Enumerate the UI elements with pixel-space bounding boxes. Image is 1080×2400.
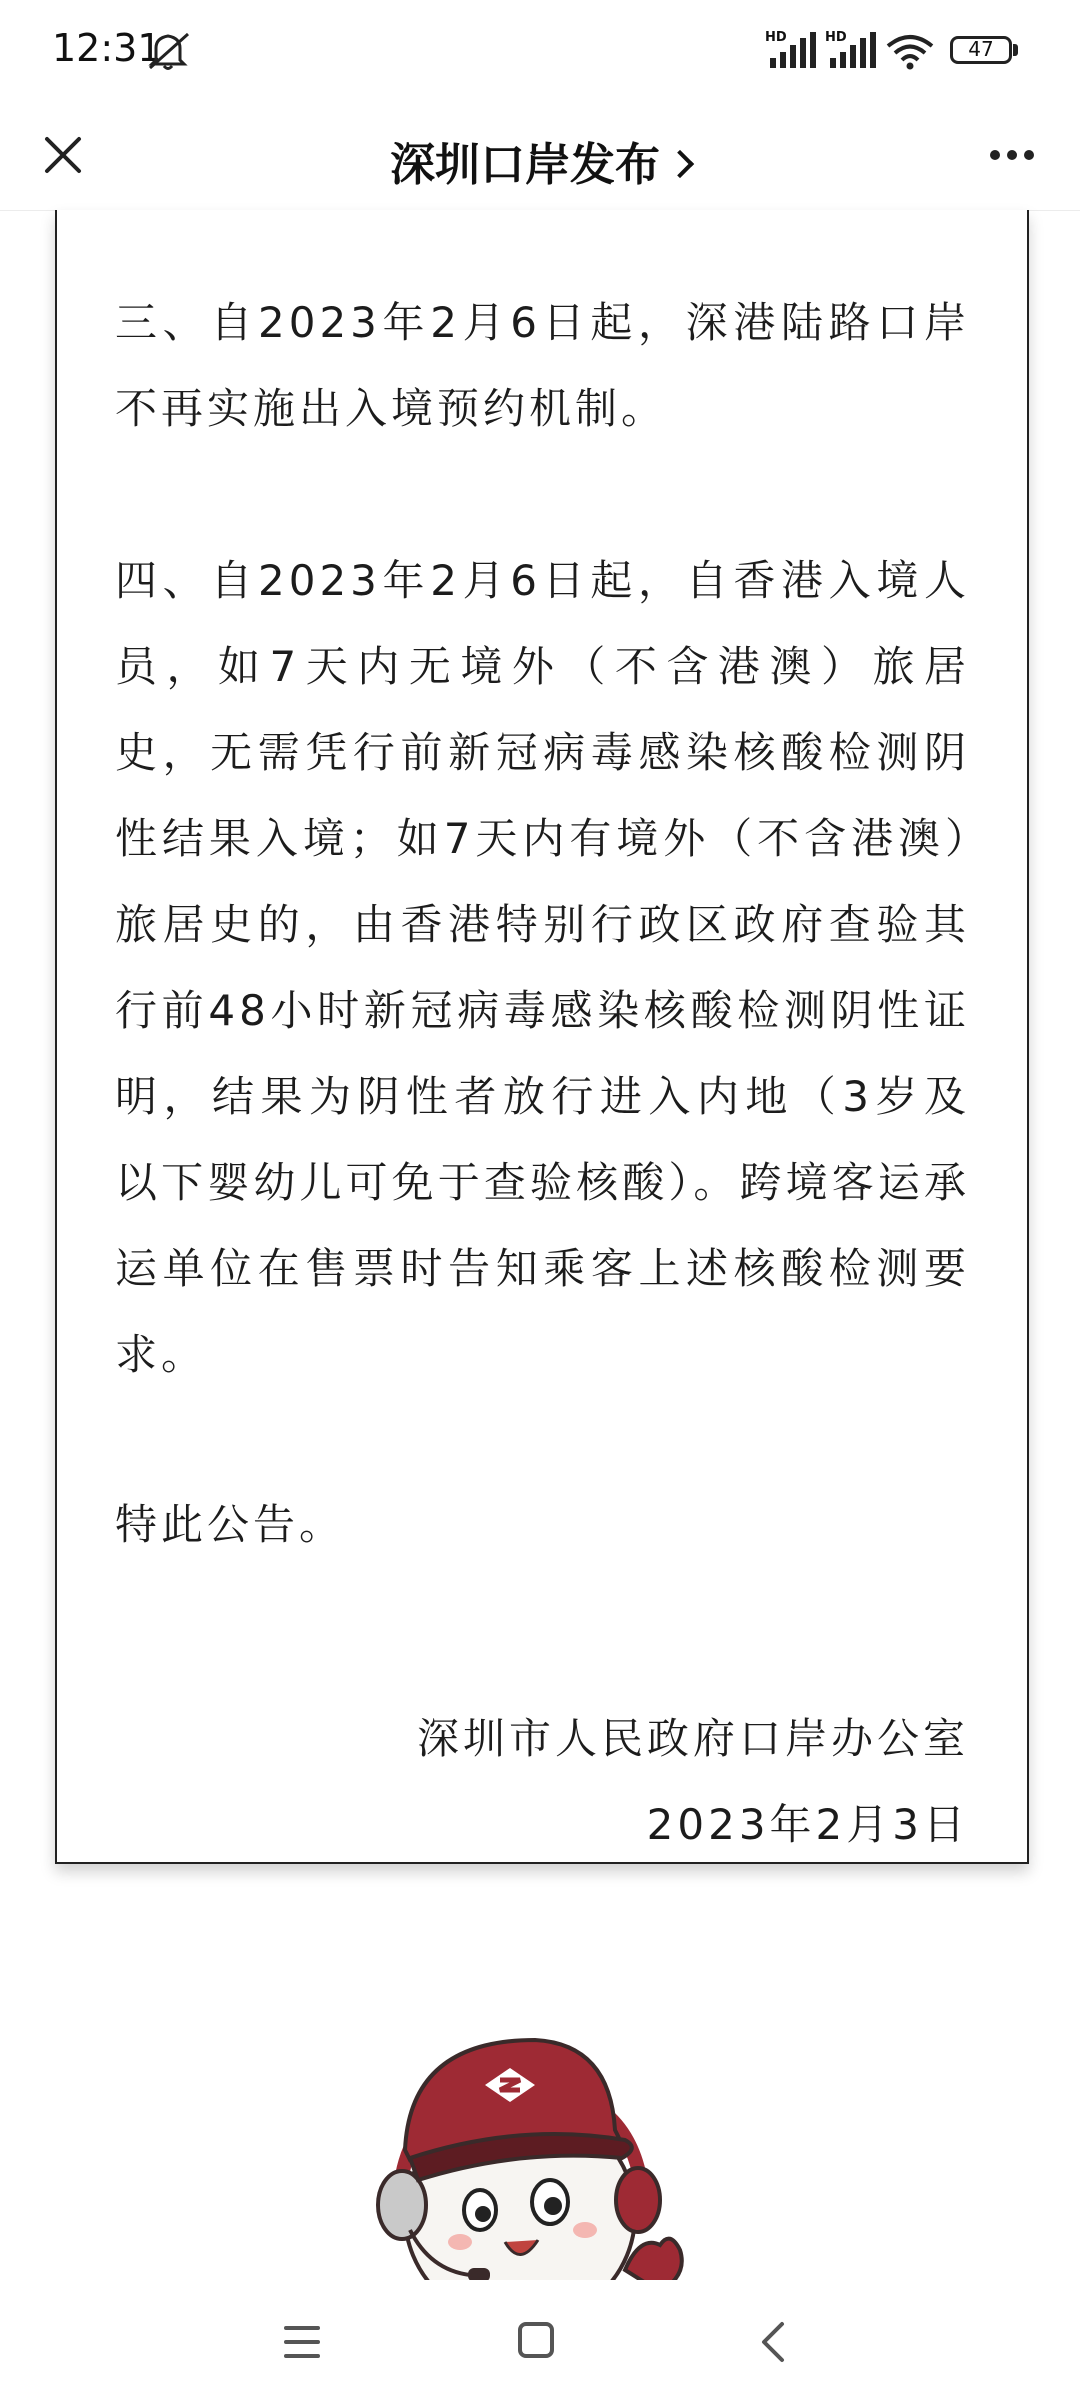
signer: 深圳市人民政府口岸办公室: [416, 1714, 969, 1763]
more-icon-dot: [990, 150, 1000, 160]
more-button[interactable]: [972, 120, 1052, 190]
paragraph-3: 三、自2023年2月6日起，深港陆路口岸不再实施出入境预约机制。: [115, 298, 970, 433]
page-title: 深圳口岸发布: [389, 138, 660, 191]
mascot-icon: [370, 2030, 710, 2280]
menu-icon-line: [284, 2326, 320, 2330]
signal-icon: [768, 30, 818, 70]
menu-icon-line: [284, 2354, 320, 2358]
status-bar: [0, 0, 1080, 100]
paragraph-4: 四、自2023年2月6日起，自香港入境人员，如7天内无境外（不含港澳）旅居史，无需凭行前新冠病毒感染核酸检测阴性结果入境；如7天内有境外（不含港澳）旅居史的，由香港特别行政区政府查验其行前48小时新冠病毒感染核酸检测阴性证明，结果为阴性者放行进入内地（3岁及以下婴幼儿可免于查验核酸）。跨境客运承运单位在售票时告知乘客上述核酸检测要求。: [115, 556, 970, 1379]
menu-button[interactable]: [278, 2320, 328, 2364]
more-icon-dot: [1024, 150, 1034, 160]
issue-date: 2023年2月3日: [646, 1800, 969, 1849]
wifi-icon: [886, 34, 934, 70]
chevron-right-icon: [666, 150, 694, 178]
battery-cap: [1013, 44, 1018, 56]
status-time: 12:31: [52, 26, 162, 70]
closing-text: 特此公告。: [115, 1500, 346, 1549]
announcement-card: [55, 210, 1029, 1864]
battery-icon: [950, 36, 1012, 64]
account-title-link[interactable]: [0, 128, 1080, 193]
home-button[interactable]: [518, 2322, 554, 2358]
mascot-illustration: [370, 2030, 710, 2280]
network-type-1: HD: [765, 30, 787, 45]
more-icon-dot: [1007, 150, 1017, 160]
network-type-2: HD: [825, 30, 847, 45]
menu-icon-line: [284, 2340, 320, 2344]
nav-header: [0, 100, 1080, 211]
battery-level: 47: [968, 37, 994, 61]
back-button[interactable]: [752, 2320, 796, 2364]
signal-icon-2: [828, 30, 878, 70]
system-navigation-bar: [0, 2280, 1080, 2400]
mute-icon: [146, 30, 192, 72]
